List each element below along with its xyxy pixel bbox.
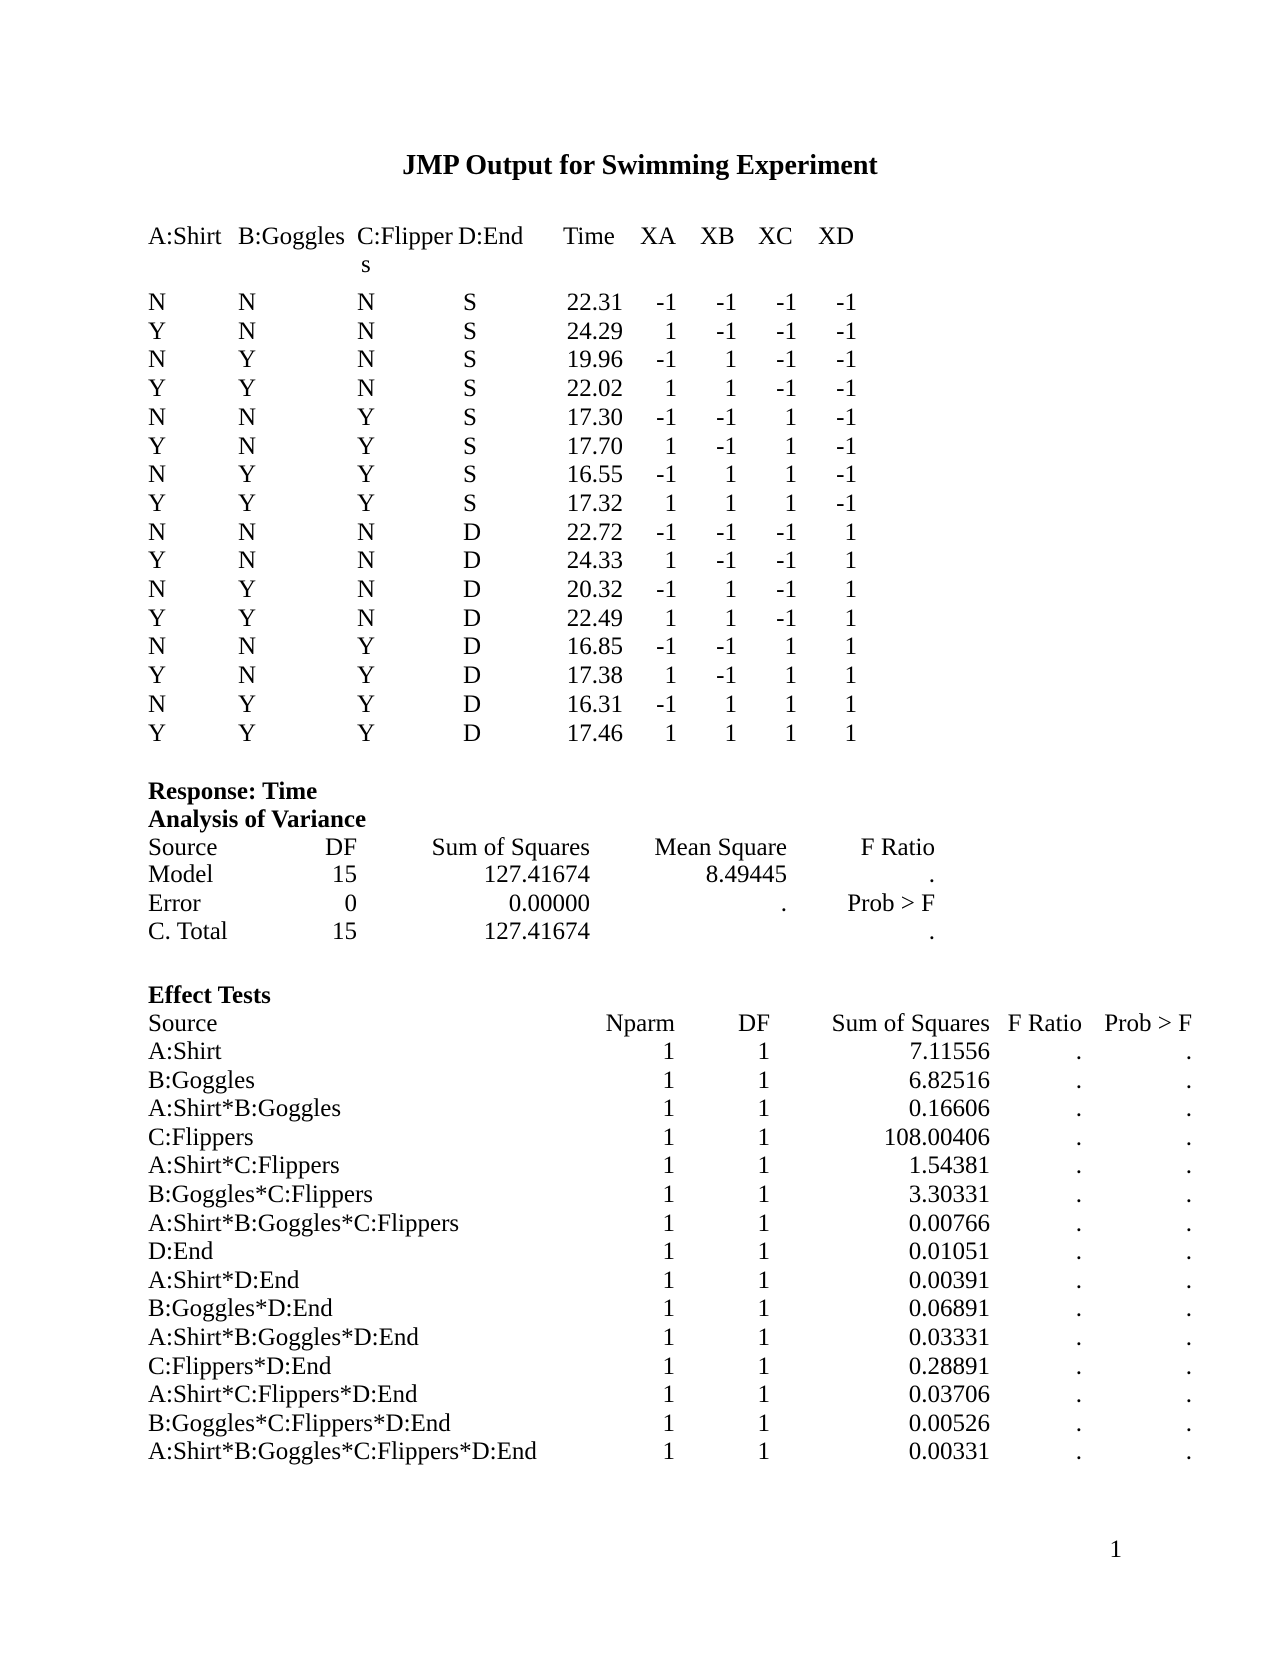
effects-cell: 1 xyxy=(662,1066,675,1094)
effects-cell: . xyxy=(1075,1152,1082,1180)
effects-cell: 1 xyxy=(662,1123,675,1151)
design-cell: D xyxy=(463,719,482,747)
anova-cell: 8.49445 xyxy=(705,861,787,888)
design-cell: -1 xyxy=(776,576,797,603)
design-cell: D xyxy=(463,662,482,690)
design-cell: Y xyxy=(148,604,167,632)
design-cell: Y xyxy=(238,489,257,517)
effects-cell: A:Shirt*D:End xyxy=(148,1266,300,1294)
design-cell: N xyxy=(238,317,257,345)
effects-cell: 0.06891 xyxy=(908,1295,990,1323)
effects-cell: . xyxy=(1075,1209,1082,1237)
effects-cell: A:Shirt*B:Goggles*C:Flippers*D:End xyxy=(148,1438,537,1466)
design-header-cell: B:Goggles xyxy=(238,223,345,250)
effects-cell: 1 xyxy=(662,1352,675,1380)
design-cell: -1 xyxy=(656,461,677,489)
effects-header-ss: Sum of Squares xyxy=(831,1010,990,1037)
design-cell: -1 xyxy=(656,518,677,546)
design-cell: D xyxy=(463,547,482,575)
effects-cell: B:Goggles xyxy=(148,1066,255,1094)
effects-cell: . xyxy=(1185,1266,1192,1294)
design-cell: 1 xyxy=(844,633,857,661)
design-cell: 1 xyxy=(664,317,677,345)
design-cell: Y xyxy=(238,690,257,718)
design-cell: S xyxy=(463,289,477,316)
design-cell: 1 xyxy=(724,489,737,517)
effects-cell: . xyxy=(1075,1266,1082,1294)
design-cell: N xyxy=(238,547,257,575)
design-cell: -1 xyxy=(776,547,797,575)
effects-cell: . xyxy=(1075,1409,1082,1437)
design-cell: 1 xyxy=(664,432,677,460)
effects-cell: A:Shirt*B:Goggles*C:Flippers xyxy=(148,1209,460,1237)
effects-cell: . xyxy=(1075,1095,1082,1123)
design-cell: -1 xyxy=(656,576,677,603)
anova-cell: . xyxy=(780,889,787,917)
design-cell: -1 xyxy=(716,547,737,575)
effects-cell: . xyxy=(1185,1238,1192,1266)
design-cell: D xyxy=(463,633,482,661)
design-cell: Y xyxy=(357,690,376,718)
effects-cell: 1 xyxy=(662,1238,675,1266)
effects-cell: 1 xyxy=(757,1209,770,1237)
effects-cell: 0.00766 xyxy=(908,1209,990,1237)
design-cell: -1 xyxy=(776,346,797,374)
design-cell: 1 xyxy=(664,489,677,517)
effects-cell: . xyxy=(1185,1438,1192,1466)
anova-cell: 15 xyxy=(332,918,357,945)
effects-cell: 1 xyxy=(662,1209,675,1237)
design-cell: 20.32 xyxy=(566,576,623,603)
effects-cell: 0.16606 xyxy=(908,1095,990,1123)
anova-cell: . xyxy=(928,918,935,945)
effects-cell: 1 xyxy=(757,1123,770,1151)
design-cell: -1 xyxy=(656,403,677,431)
effects-cell: 1 xyxy=(757,1352,770,1380)
design-cell: 17.30 xyxy=(566,403,623,431)
design-cell: S xyxy=(463,461,477,489)
design-cell: -1 xyxy=(836,489,857,517)
design-cell: 1 xyxy=(844,547,857,575)
design-cell: 1 xyxy=(784,489,797,517)
effects-cell: A:Shirt*B:Goggles*D:End xyxy=(148,1324,419,1351)
design-cell: 1 xyxy=(844,719,857,747)
effects-cell: 0.28891 xyxy=(908,1352,990,1380)
design-cell: 1 xyxy=(664,604,677,632)
effects-cell: 0.00526 xyxy=(908,1409,990,1437)
effects-cell: 1 xyxy=(662,1438,675,1466)
effects-cell: . xyxy=(1185,1152,1192,1180)
effects-cell: . xyxy=(1075,1238,1082,1266)
design-cell: N xyxy=(238,432,257,460)
design-cell: 1 xyxy=(784,690,797,718)
design-cell: Y xyxy=(148,432,167,460)
design-cell: Y xyxy=(238,375,257,403)
design-cell: -1 xyxy=(776,518,797,546)
effects-cell: . xyxy=(1185,1409,1192,1437)
design-cell: -1 xyxy=(836,346,857,374)
design-cell: D xyxy=(463,518,482,546)
effects-cell: 1 xyxy=(662,1295,675,1323)
effects-cell: 1 xyxy=(757,1324,770,1351)
design-cell: N xyxy=(238,403,257,431)
effects-cell: 0.00391 xyxy=(908,1266,990,1294)
design-cell: Y xyxy=(148,375,167,403)
design-cell: S xyxy=(463,432,477,460)
design-cell: N xyxy=(148,633,167,661)
effects-cell: 1 xyxy=(757,1409,770,1437)
design-cell: -1 xyxy=(836,461,857,489)
effects-cell: B:Goggles*C:Flippers xyxy=(148,1181,374,1208)
design-cell: N xyxy=(148,690,167,718)
effects-header-nparm: Nparm xyxy=(605,1010,675,1037)
design-cell: 17.70 xyxy=(566,432,623,460)
design-cell: -1 xyxy=(656,346,677,374)
design-cell: N xyxy=(357,317,376,345)
design-cell: 1 xyxy=(844,518,857,546)
effects-cell: 0.03706 xyxy=(908,1381,990,1409)
design-cell: -1 xyxy=(776,317,797,345)
effects-cell: 1 xyxy=(662,1324,675,1351)
effects-header-df: DF xyxy=(738,1010,770,1037)
effects-cell: . xyxy=(1075,1438,1082,1466)
design-cell: N xyxy=(357,375,376,403)
effects-cell: 1 xyxy=(662,1095,675,1123)
effects-cell: . xyxy=(1075,1352,1082,1380)
anova-cell: Prob > F xyxy=(847,889,935,917)
effects-cell: D:End xyxy=(148,1238,214,1266)
effects-cell: 1 xyxy=(757,1066,770,1094)
design-cell: -1 xyxy=(836,289,857,316)
design-cell: -1 xyxy=(716,662,737,690)
anova-header-df: DF xyxy=(325,834,357,861)
design-cell: -1 xyxy=(776,375,797,403)
design-cell: 1 xyxy=(784,432,797,460)
design-header-cell: C:Flipper xyxy=(357,223,453,250)
design-cell: N xyxy=(238,662,257,690)
anova-header-ms: Mean Square xyxy=(654,834,787,861)
design-cell: 16.31 xyxy=(566,690,623,718)
design-cell: 22.49 xyxy=(566,604,623,632)
design-cell: S xyxy=(463,346,477,374)
design-cell: N xyxy=(357,576,376,603)
effects-header-source: Source xyxy=(148,1010,218,1037)
design-cell: N xyxy=(148,518,167,546)
design-cell: 1 xyxy=(784,403,797,431)
design-cell: 1 xyxy=(844,662,857,690)
design-cell: N xyxy=(357,518,376,546)
anova-cell: 0 xyxy=(344,889,357,917)
anova-cell: 127.41674 xyxy=(483,918,590,945)
effects-cell: 1 xyxy=(757,1038,770,1065)
effects-cell: 1 xyxy=(662,1409,675,1437)
design-cell: 22.31 xyxy=(566,289,623,316)
design-cell: -1 xyxy=(716,317,737,345)
effects-cell: 1 xyxy=(662,1381,675,1409)
effects-cell: B:Goggles*D:End xyxy=(148,1295,333,1323)
design-cell: N xyxy=(357,346,376,374)
effects-cell: . xyxy=(1075,1066,1082,1094)
design-cell: S xyxy=(463,375,477,403)
design-cell: 22.02 xyxy=(566,375,623,403)
effects-header-prob: Prob > F xyxy=(1104,1010,1192,1037)
design-cell: D xyxy=(463,690,482,718)
design-cell: D xyxy=(463,604,482,632)
anova-header-ss: Sum of Squares xyxy=(431,834,590,861)
effects-cell: 1 xyxy=(757,1181,770,1208)
design-cell: Y xyxy=(238,719,257,747)
anova-heading: Analysis of Variance xyxy=(148,806,367,833)
anova-cell: Error xyxy=(148,889,201,917)
design-header-cell: XB xyxy=(700,223,735,250)
design-cell: Y xyxy=(148,719,167,747)
design-cell: Y xyxy=(357,403,376,431)
effects-cell: 0.03331 xyxy=(908,1324,990,1351)
effects-cell: 1 xyxy=(757,1152,770,1180)
design-cell: Y xyxy=(357,432,376,460)
design-cell: Y xyxy=(238,576,257,603)
design-cell: -1 xyxy=(776,604,797,632)
design-cell: -1 xyxy=(836,317,857,345)
design-cell: 1 xyxy=(844,576,857,603)
design-cell: -1 xyxy=(656,633,677,661)
design-cell: D xyxy=(463,576,482,603)
design-cell: S xyxy=(463,489,477,517)
effects-cell: . xyxy=(1075,1381,1082,1409)
design-cell: 1 xyxy=(724,604,737,632)
design-cell: 1 xyxy=(724,375,737,403)
design-cell: 1 xyxy=(784,633,797,661)
design-cell: 1 xyxy=(664,719,677,747)
response-label: Response: Time xyxy=(148,778,318,805)
effects-cell: . xyxy=(1185,1295,1192,1323)
anova-cell: Model xyxy=(148,861,214,888)
effects-cell: . xyxy=(1075,1295,1082,1323)
effects-cell: A:Shirt*B:Goggles xyxy=(148,1095,342,1123)
design-header-cell: XA xyxy=(640,223,677,250)
effects-cell: 3.30331 xyxy=(908,1181,990,1208)
design-cell: 1 xyxy=(664,375,677,403)
design-cell: -1 xyxy=(716,403,737,431)
anova-cell: 0.00000 xyxy=(508,889,590,917)
effects-cell: . xyxy=(1185,1381,1192,1409)
effects-cell: . xyxy=(1075,1123,1082,1151)
design-cell: Y xyxy=(357,461,376,489)
design-cell: Y xyxy=(148,489,167,517)
design-cell: Y xyxy=(238,461,257,489)
effects-cell: . xyxy=(1185,1209,1192,1237)
effects-cell: 108.00406 xyxy=(883,1123,990,1151)
design-header-wrap: s xyxy=(361,251,371,278)
design-header-cell: A:Shirt xyxy=(148,223,222,250)
effects-cell: . xyxy=(1185,1181,1192,1208)
design-cell: 1 xyxy=(724,576,737,603)
design-cell: 22.72 xyxy=(566,518,623,546)
design-cell: -1 xyxy=(716,518,737,546)
design-cell: 1 xyxy=(664,662,677,690)
design-cell: -1 xyxy=(836,375,857,403)
design-cell: N xyxy=(148,289,167,316)
design-cell: Y xyxy=(357,719,376,747)
effects-cell: 1 xyxy=(757,1295,770,1323)
effects-cell: 0.01051 xyxy=(908,1238,990,1266)
design-cell: 24.33 xyxy=(566,547,623,575)
design-cell: N xyxy=(357,604,376,632)
design-cell: N xyxy=(238,518,257,546)
page-number: 1 xyxy=(1109,1536,1122,1563)
effects-cell: 1 xyxy=(662,1152,675,1180)
effects-cell: 1 xyxy=(662,1038,675,1065)
design-cell: 17.46 xyxy=(566,719,623,747)
effects-cell: . xyxy=(1185,1038,1192,1065)
effects-cell: 1 xyxy=(662,1181,675,1208)
effects-cell: . xyxy=(1185,1123,1192,1151)
design-cell: 19.96 xyxy=(566,346,623,374)
design-cell: Y xyxy=(357,662,376,690)
design-cell: S xyxy=(463,403,477,431)
effects-cell: B:Goggles*C:Flippers*D:End xyxy=(148,1409,451,1437)
effects-heading: Effect Tests xyxy=(148,982,271,1009)
design-cell: -1 xyxy=(716,633,737,661)
design-cell: 16.55 xyxy=(566,461,623,489)
anova-cell: 127.41674 xyxy=(483,861,590,888)
design-cell: 24.29 xyxy=(566,317,623,345)
design-cell: 1 xyxy=(844,604,857,632)
effects-cell: 6.82516 xyxy=(908,1066,990,1094)
design-cell: 1 xyxy=(844,690,857,718)
design-cell: -1 xyxy=(776,289,797,316)
design-header-cell: XD xyxy=(818,223,855,250)
design-cell: 1 xyxy=(724,346,737,374)
anova-header-f: F Ratio xyxy=(860,834,935,861)
effects-cell: C:Flippers xyxy=(148,1123,254,1151)
design-cell: 1 xyxy=(784,719,797,747)
design-cell: S xyxy=(463,317,477,345)
effects-header-f: F Ratio xyxy=(1007,1010,1082,1037)
design-cell: -1 xyxy=(716,289,737,316)
design-cell: N xyxy=(238,633,257,661)
design-cell: Y xyxy=(148,662,167,690)
design-cell: N xyxy=(148,403,167,431)
design-cell: Y xyxy=(357,489,376,517)
anova-header-source: Source xyxy=(148,834,218,861)
effects-cell: A:Shirt*C:Flippers xyxy=(148,1152,340,1180)
design-cell: -1 xyxy=(836,403,857,431)
effects-cell: . xyxy=(1075,1181,1082,1208)
design-cell: 1 xyxy=(784,461,797,489)
design-header-cell: XC xyxy=(758,223,793,250)
effects-cell: 1 xyxy=(662,1266,675,1294)
design-cell: Y xyxy=(148,317,167,345)
design-header-cell: Time xyxy=(563,223,615,250)
effects-cell: 7.11556 xyxy=(909,1038,990,1065)
design-cell: N xyxy=(148,346,167,374)
effects-cell: 1 xyxy=(757,1438,770,1466)
design-cell: N xyxy=(357,547,376,575)
anova-cell: C. Total xyxy=(148,918,228,945)
design-cell: N xyxy=(148,576,167,603)
design-cell: 17.32 xyxy=(566,489,623,517)
design-cell: -1 xyxy=(656,690,677,718)
effects-cell: 1.54381 xyxy=(908,1152,990,1180)
effects-cell: C:Flippers*D:End xyxy=(148,1352,332,1380)
page-title: JMP Output for Swimming Experiment xyxy=(402,150,878,181)
design-cell: 1 xyxy=(724,719,737,747)
effects-cell: . xyxy=(1185,1324,1192,1351)
effects-cell: 1 xyxy=(757,1238,770,1266)
anova-cell: . xyxy=(928,861,935,888)
design-cell: N xyxy=(148,461,167,489)
design-cell: 16.85 xyxy=(566,633,623,661)
effects-cell: 1 xyxy=(757,1095,770,1123)
effects-cell: 1 xyxy=(757,1266,770,1294)
design-cell: -1 xyxy=(656,289,677,316)
effects-cell: 0.00331 xyxy=(908,1438,990,1466)
design-cell: Y xyxy=(148,547,167,575)
effects-cell: . xyxy=(1185,1352,1192,1380)
design-cell: Y xyxy=(238,346,257,374)
effects-cell: . xyxy=(1185,1066,1192,1094)
effects-cell: . xyxy=(1075,1038,1082,1065)
design-cell: 1 xyxy=(724,461,737,489)
effects-cell: . xyxy=(1075,1324,1082,1351)
design-cell: 1 xyxy=(664,547,677,575)
design-cell: Y xyxy=(238,604,257,632)
design-cell: Y xyxy=(357,633,376,661)
effects-cell: 1 xyxy=(757,1381,770,1409)
design-cell: 1 xyxy=(784,662,797,690)
design-cell: -1 xyxy=(836,432,857,460)
design-header-cell: D:End xyxy=(458,223,524,250)
effects-cell: A:Shirt xyxy=(148,1038,222,1065)
anova-cell: 15 xyxy=(332,861,357,888)
design-cell: N xyxy=(357,289,376,316)
effects-cell: A:Shirt*C:Flippers*D:End xyxy=(148,1381,418,1409)
design-cell: N xyxy=(238,289,257,316)
design-cell: 17.38 xyxy=(566,662,623,690)
design-cell: -1 xyxy=(716,432,737,460)
design-cell: 1 xyxy=(724,690,737,718)
effects-cell: . xyxy=(1185,1095,1192,1123)
